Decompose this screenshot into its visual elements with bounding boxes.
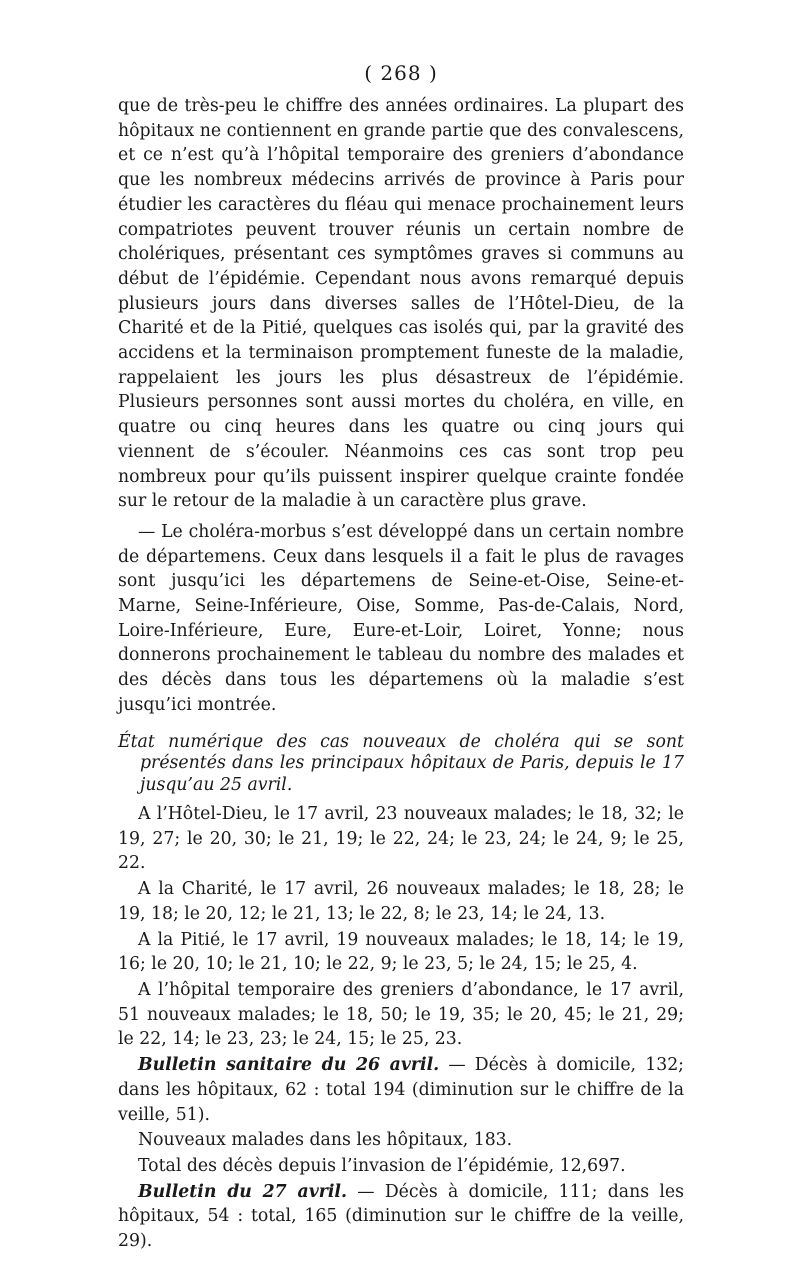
bulletin-27-text: — Décès à domicile, 111; dans les hôpitaux, 54 : total, 165 (diminution sur le chiffre de la veille, 29).: [118, 1181, 684, 1252]
table-title: État numérique des cas nouveaux de choléra qui se sont présentés dans les principaux hôpitaux de Paris, depuis le 17 jusqu’au 25 avril.: [118, 731, 684, 795]
bulletin-26-april: [118, 1053, 684, 1127]
hospital-entry-hotel-dieu: A l’Hôtel-Dieu, le 17 avril, 23 nouveaux malades; le 18, 32; le 19, 27; le 20, 30; le 21, 19; le 22, 24; le 23, 24; le 24, 9; le 25, 22.: [118, 804, 684, 874]
total-deaths-line: Total des décès depuis l’invasion de l’épidémie, 12,697.: [138, 1155, 626, 1176]
paragraph-departments: — Le choléra-morbus s’est développé dans un certain nombre de départemens. Ceux dans lesquels il a fait le plus de ravages sont jusqu’ici les départemens de Seine-et-Oise, Seine-et-Marne, Seine-Inférieure, Oise, Somme, Pas-de-Calais, Nord, Loire-Inférieure, Eure, Eure-et-Loir, Loiret, Yonne; nous donnerons prochainement le tableau du nombre des malades et des décès dans tous les départemens où la maladie s’est jusqu’ici montrée.: [118, 521, 684, 715]
bulletin-27-title: Bulletin du 27 avril.: [138, 1181, 347, 1202]
bulletin-26-text: — Décès à domicile, 132; dans les hôpitaux, 62 : total 194 (diminution sur le chiffre de la veille, 51).: [118, 1055, 685, 1125]
page: [118, 60, 684, 1255]
bulletin-26-title: Bulletin sanitaire du 26 avril.: [138, 1055, 440, 1076]
new-patients-line: Nouveaux malades dans les hôpitaux, 183.: [138, 1130, 513, 1151]
hospital-entry-charite: A la Charité, le 17 avril, 26 nouveaux malades; le 18, 28; le 19, 18; le 20, 12; le 21, 13; le 22, 8; le 23, 14; le 24, 13.: [118, 879, 684, 924]
hospital-entry-greniers: A l’hôpital temporaire des greniers d’abondance, le 17 avril, 51 nouveaux malades; le 18, 50; le 19, 35; le 20, 45; le 21, 29; le 22, 14; le 23, 23; le 24, 15; le 25, 23.: [118, 980, 684, 1050]
paragraph-epidemic-status: que de très-peu le chiffre des années ordinaires. La plupart des hôpitaux ne contiennent en grande partie que des convalescens, et ce n’est qu’à l’hôpital temporaire des greniers d’abondance que les nombreux médecins arrivés de province à Paris pour étudier les caractères du fléau qui menace prochainement leurs compatriotes peuvent trouver réunis un certain nombre de cholériques, présentant ces symptômes graves si communs au début de l’épidémie. Cependant nous avons remarqué depuis plusieurs jours dans diverses salles de l’Hôtel-Dieu, de la Charité et de la Pitié, quelques cas isolés qui, par la gravité des accidens et la terminaison promptement funeste de la maladie, rappelaient les jours les plus désastreux de l’épidémie. Plusieurs personnes sont aussi mortes du choléra, en ville, en quatre ou cinq heures dans les quatre ou cinq jours qui viennent de s’écouler. Néanmoins ces cas sont trop peu nombreux pour qu’ils puissent inspirer quelque crainte fondée sur le retour de la maladie à un caractère plus grave.: [118, 96, 684, 512]
hospital-entry-pitie: A la Pitié, le 17 avril, 19 nouveaux malades; le 18, 14; le 19, 16; le 20, 10; le 21, 10; le 22, 9; le 23, 5; le 24, 15; le 25, 4.: [118, 929, 684, 975]
bulletin-27-april: [118, 1180, 684, 1254]
page-number: ( 268 ): [364, 61, 438, 85]
